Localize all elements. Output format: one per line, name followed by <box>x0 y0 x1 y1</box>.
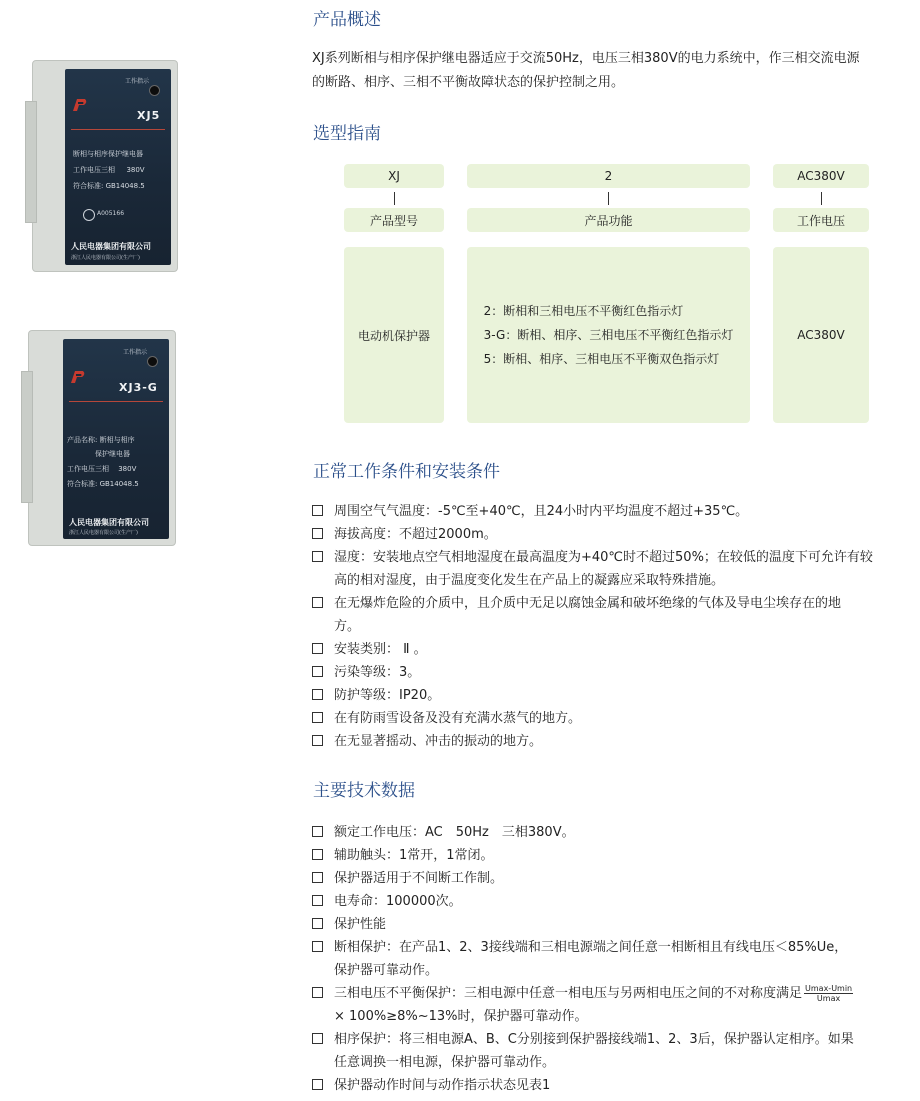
list-item-text: 辅助触头：1常开，1常闭。 <box>334 848 494 863</box>
tech-list <box>310 821 910 1097</box>
function-item: 5：断相、相序、三相电压不平衡双色指示灯 <box>483 352 720 366</box>
brand-logo-icon <box>71 97 89 113</box>
label-box-type: 产品型号 <box>344 208 444 232</box>
checkbox-icon <box>312 1033 323 1044</box>
list-item <box>310 1028 910 1074</box>
code-box-voltage: AC380V <box>773 164 869 188</box>
list-item-text: × 100%≥8%~13%时，保护器可靠动作。 <box>334 1009 588 1024</box>
list-item <box>310 523 910 546</box>
list-item-text: 保护性能 <box>334 917 387 932</box>
company-name: 人民电器集团有限公司 <box>69 518 149 527</box>
device-label-line: 工作电压三相 380V <box>73 166 145 174</box>
company-sub: 浙江人民电器有限公司(生产厂) <box>71 255 140 261</box>
list-item <box>310 592 910 638</box>
tech-title: 主要技术数据 <box>313 781 415 801</box>
checkbox-icon <box>312 895 323 906</box>
list-item-text: 任意调换一相电源，保护器可靠动作。 <box>334 1055 556 1070</box>
list-item-text: 额定工作电压：AC 50Hz 三相380V。 <box>334 825 575 840</box>
function-item: 2：断相和三相电压不平衡红色指示灯 <box>483 304 684 318</box>
detail-box-function <box>467 247 750 423</box>
list-item-text: 相序保护：将三相电源A、B、C分别接到保护器接线端1、2、3后，保护器认定相序。如果 <box>334 1032 854 1047</box>
imbalance-text: 三相电压不平衡保护：三相电源中任意一相电压与另两相电压之间的不对称度满足 <box>334 986 803 1001</box>
code-box-type: XJ <box>344 164 444 188</box>
overview-line: 的断路、相序、三相不平衡故障状态的保护控制之用。 <box>312 75 625 90</box>
overview-text <box>312 47 912 95</box>
device-label-line: 符合标准: GB14048.5 <box>73 182 145 190</box>
list-item <box>310 936 910 982</box>
list-item <box>310 500 910 523</box>
checkbox-icon <box>312 735 323 746</box>
checkbox-icon <box>312 551 323 562</box>
list-item-text: 安装类别： Ⅱ 。 <box>334 642 427 657</box>
list-item-text: 保护器适用于不间断工作制。 <box>334 871 504 886</box>
device-front-panel <box>63 339 169 539</box>
checkbox-icon <box>312 643 323 654</box>
checkbox-icon <box>312 689 323 700</box>
list-item-text: 周围空气气温度：-5℃至+40℃，且24小时内平均温度不超过+35℃。 <box>334 504 749 519</box>
checkbox-icon <box>312 1079 323 1090</box>
checkbox-icon <box>312 918 323 929</box>
checkbox-icon <box>312 826 323 837</box>
list-item-text: 保护器可靠动作。 <box>334 963 439 978</box>
red-divider <box>69 401 163 402</box>
brand-logo-icon <box>69 369 87 385</box>
list-item <box>310 546 910 592</box>
lamp-label: 工作指示 <box>123 349 148 356</box>
list-item <box>310 707 910 730</box>
product-images <box>0 0 300 1101</box>
cert-mark-icon <box>83 209 95 221</box>
checkbox-icon <box>312 941 323 952</box>
list-item-text: 方。 <box>334 619 361 634</box>
device-model: XJ3-G <box>119 381 158 394</box>
overview-title: 产品概述 <box>313 10 381 30</box>
list-item <box>310 1074 910 1097</box>
device-label-line: 断相与相序保护继电器 <box>73 150 143 158</box>
company-sub: 浙江人民电器有限公司(生产厂) <box>69 530 138 536</box>
indicator-lamp-icon <box>147 356 158 367</box>
list-item-text: 海拔高度：不超过2000m。 <box>334 527 497 542</box>
list-item <box>310 867 910 890</box>
device-label-line: 产品名称: 断相与相序 <box>67 436 135 444</box>
connector-line <box>608 192 609 205</box>
cert-number: A005166 <box>97 210 125 217</box>
list-item <box>310 661 910 684</box>
device-front-panel <box>65 69 171 265</box>
list-item-text: 污染等级：3。 <box>334 665 421 680</box>
imbalance-fraction <box>804 984 853 1003</box>
list-item-text: 在无显著摇动、冲击的振动的地方。 <box>334 734 543 749</box>
list-item <box>310 844 910 867</box>
company-name: 人民电器集团有限公司 <box>71 242 151 251</box>
list-item <box>310 913 910 936</box>
checkbox-icon <box>312 872 323 883</box>
fraction-denominator: Umax <box>816 994 841 1003</box>
connector-line <box>394 192 395 205</box>
list-item-text: 断相保护：在产品1、2、3接线端和三相电源端之间任意一相断相且有线电压＜85%Ue， <box>334 940 848 955</box>
indicator-lamp-icon <box>149 85 160 96</box>
label-box-function: 产品功能 <box>467 208 750 232</box>
list-item <box>310 890 910 913</box>
checkbox-icon <box>312 987 323 998</box>
list-item <box>310 821 910 844</box>
list-item <box>310 684 910 707</box>
checkbox-icon <box>312 666 323 677</box>
list-item-imbalance <box>310 982 910 1028</box>
device-side-tab <box>21 371 33 503</box>
list-item-text: 在有防雨雪设备及没有充满水蒸气的地方。 <box>334 711 582 726</box>
overview-line: XJ系列断相与相序保护继电器适应于交流50Hz，电压三相380V的电力系统中，作三相交流电源 <box>312 51 860 66</box>
selection-title: 选型指南 <box>313 124 381 144</box>
fraction-numerator: Umax-Umin <box>805 984 853 993</box>
list-item-text: 电寿命：100000次。 <box>334 894 462 909</box>
checkbox-icon <box>312 712 323 723</box>
list-item-text: 在无爆炸危险的介质中，且介质中无足以腐蚀金属和破坏绝缘的气体及导电尘埃存在的地 <box>334 596 842 611</box>
detail-box-voltage: AC380V <box>773 247 869 423</box>
code-box-function: 2 <box>467 164 750 188</box>
list-item <box>310 638 910 661</box>
function-list <box>484 299 734 371</box>
device-side-tab <box>25 101 37 223</box>
checkbox-icon <box>312 849 323 860</box>
label-box-voltage: 工作电压 <box>773 208 869 232</box>
checkbox-icon <box>312 597 323 608</box>
checkbox-icon <box>312 505 323 516</box>
device-label-line: 符合标准: GB14048.5 <box>67 480 139 488</box>
conditions-list <box>310 500 910 753</box>
device-model: XJ5 <box>137 109 161 122</box>
lamp-label: 工作指示 <box>125 78 150 85</box>
detail-box-type: 电动机保护器 <box>344 247 444 423</box>
checkbox-icon <box>312 528 323 539</box>
list-item-text: 防护等级：IP20。 <box>334 688 441 703</box>
device-xj3g-image <box>28 330 176 546</box>
list-item <box>310 730 910 753</box>
function-item: 3-G：断相、相序、三相电压不平衡红色指示灯 <box>483 328 734 342</box>
device-xj5-image <box>32 60 178 272</box>
list-item-text: 湿度：安装地点空气相地湿度在最高温度为+40℃时不超过50%；在较低的温度下可允许有较 <box>334 550 873 565</box>
list-item-text: 高的相对湿度，由于温度变化发生在产品上的凝露应采取特殊措施。 <box>334 573 725 588</box>
device-label-line: 工作电压三相 380V <box>67 465 137 473</box>
connector-line <box>821 192 822 205</box>
list-item-text <box>334 982 910 1005</box>
device-label-line: 保护继电器 <box>67 450 130 458</box>
red-divider <box>71 129 165 130</box>
conditions-title: 正常工作条件和安装条件 <box>313 462 500 482</box>
list-item-text: 保护器动作时间与动作指示状态见表1 <box>334 1078 551 1093</box>
